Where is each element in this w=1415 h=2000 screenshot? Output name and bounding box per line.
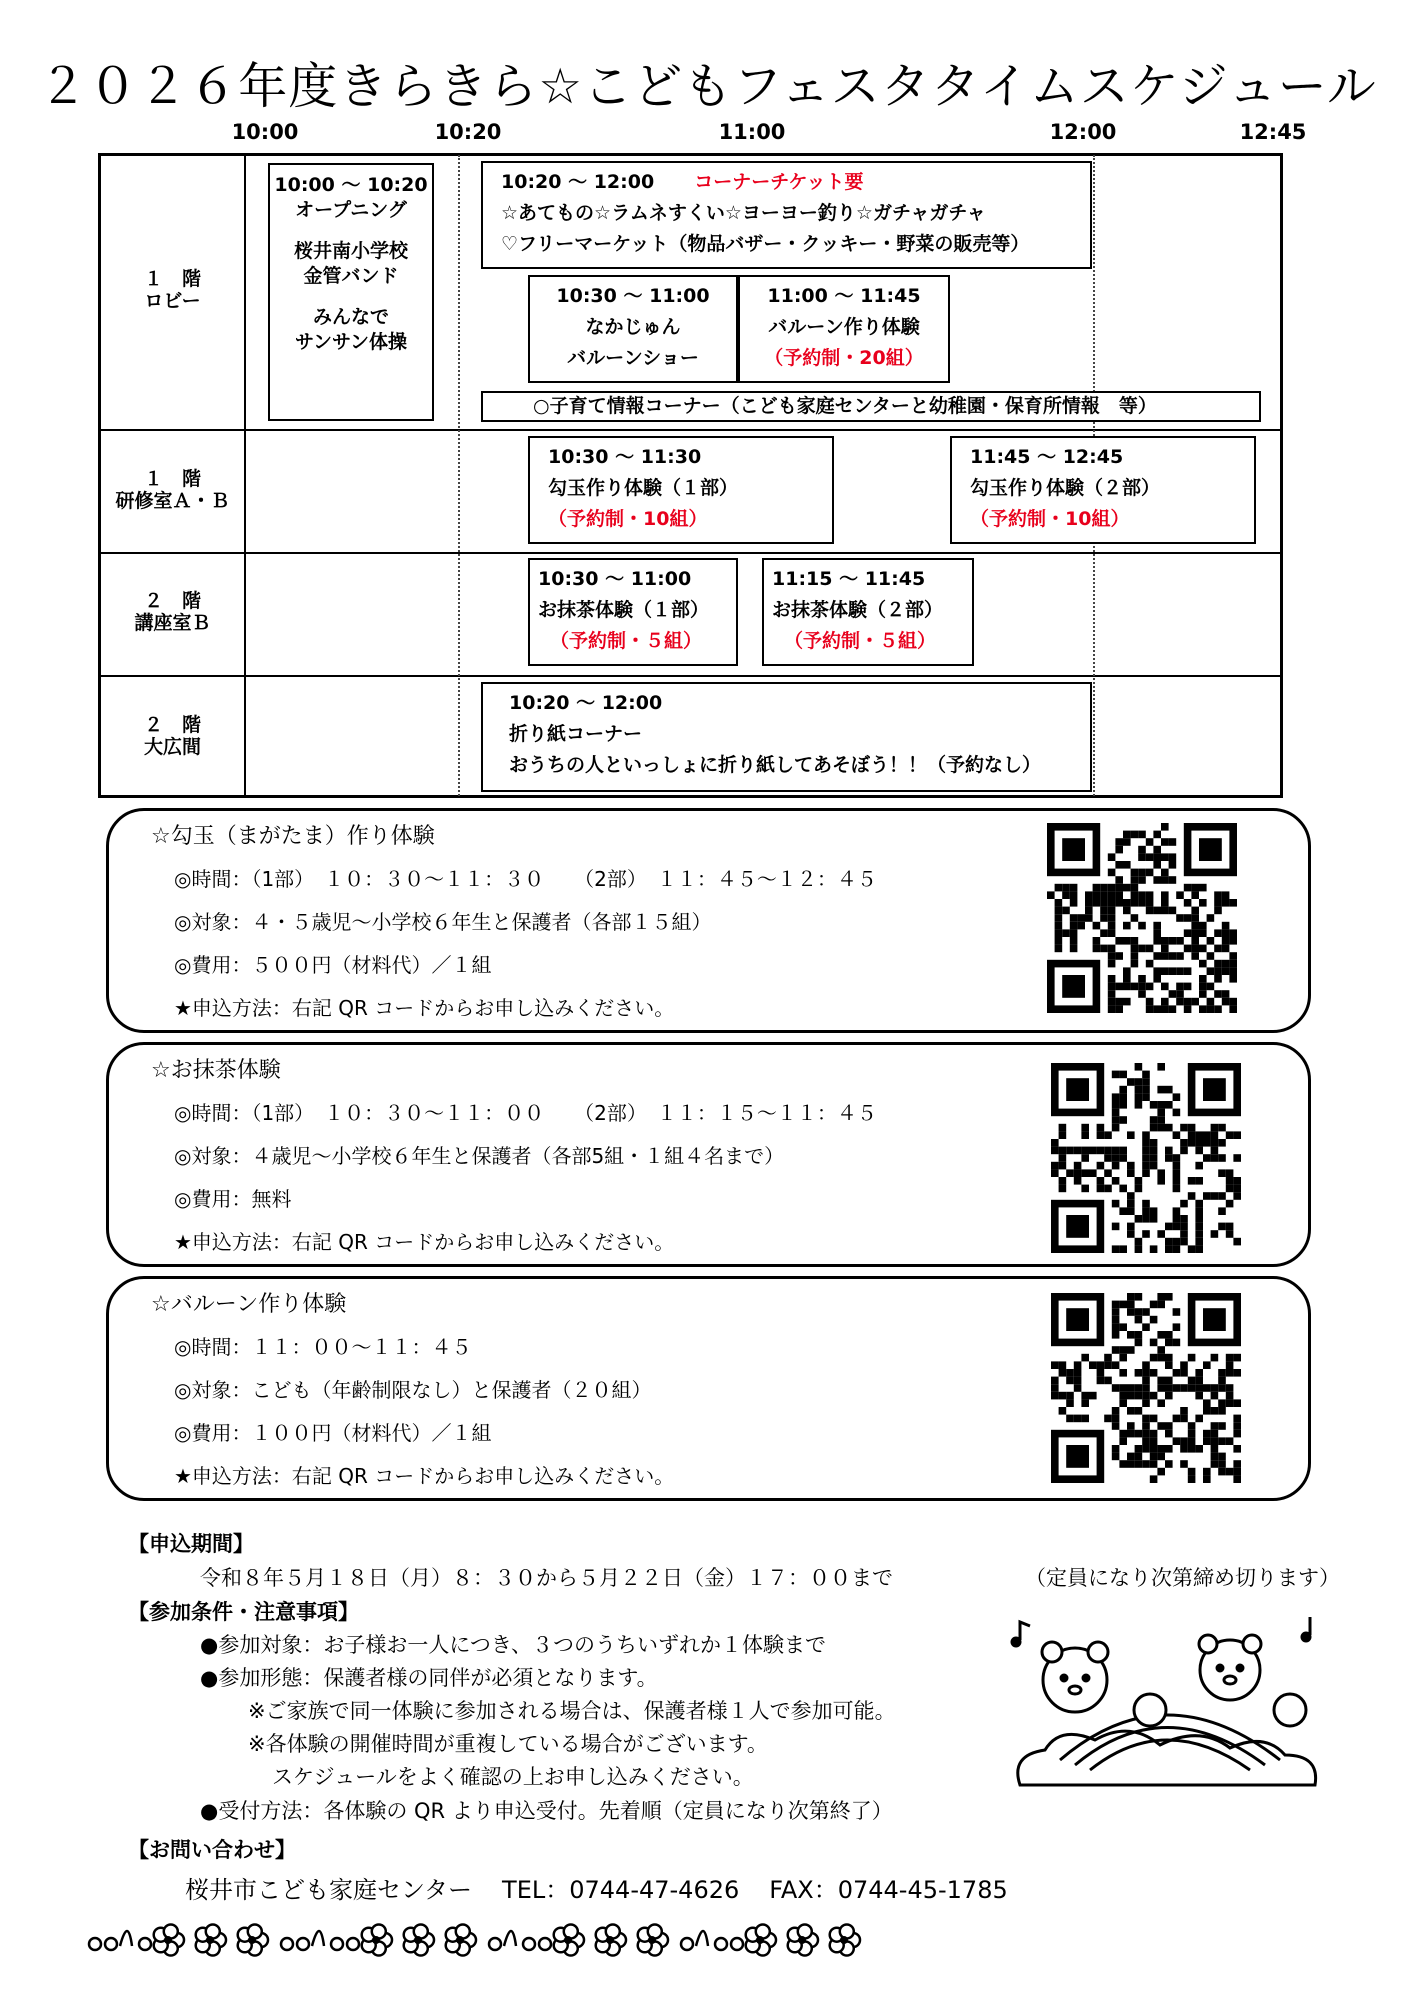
qr-code-icon[interactable] [1047,823,1237,1013]
flower-border-decoration [80,1912,1330,1967]
condition-note: ※各体験の開催時間が重複している場合がございます。 [248,1732,768,1756]
event-note: （予約制・20組） [764,347,924,369]
event-detail: 桜井南小学校 [293,240,408,262]
event-time: 11:15 ～ 11:45 [772,568,926,590]
panel-line: ◎対象：こども（年齢制限なし）と保護者（２０組） [174,1378,652,1402]
grid-row-divider [98,429,1283,431]
conditions-heading: 【参加条件・注意事項】 [128,1600,359,1624]
event-detail: なかじゅん [585,316,681,338]
event-detail: ♡フリーマーケット（物品バザー・クッキー・野菜の販売等） [501,233,1030,255]
event-time: 10:30 ～ 11:30 [548,446,702,468]
event-note: （予約制・10組） [970,508,1130,530]
event-opening [268,163,434,421]
room-floor: １ 階 [143,268,201,290]
panel-balloon [106,1276,1311,1501]
bears-rainbow-illustration [1000,1610,1340,1810]
time-label: 10:20 [434,120,502,144]
panel-line: ◎時間：１１：００～１１：４５ [174,1335,472,1359]
room-label-seminar-ab [100,468,245,512]
room-label-lobby [100,268,245,312]
condition-item: ●参加形態：保護者様の同伴が必須となります。 [200,1666,658,1690]
event-detail: ☆あてもの☆ラムネすくい☆ヨーヨー釣り☆ガチャガチャ [501,202,986,224]
event-detail: お抹茶体験（２部） [772,599,944,621]
panel-matcha [106,1042,1311,1267]
panel-line: ◎時間：（1部） １０：３０～１１：３０ （2部） １１：４５～１２：４５ [174,867,877,891]
time-guide-line [458,155,460,796]
room-floor: ２ 階 [143,590,201,612]
event-corner-ticket [481,161,1092,269]
event-matcha-2 [762,558,974,666]
panel-line: ★申込方法：右記 QR コードからお申し込みください。 [174,1464,675,1488]
event-time: 10:20 ～ 12:00 [501,171,655,193]
grid-row-divider [98,552,1283,554]
time-label: 11:00 [718,120,786,144]
event-magatama-1 [528,436,834,544]
event-time: 10:00 ～ 10:20 [274,174,428,196]
time-label: 10:00 [231,120,299,144]
room-floor: ２ 階 [143,714,201,736]
event-detail: 勾玉作り体験（２部） [970,477,1161,499]
panel-line: ◎費用：５００円（材料代）／１組 [174,953,492,977]
panel-line: ◎費用：１００円（材料代）／１組 [174,1421,492,1445]
event-time: 11:45 ～ 12:45 [970,446,1124,468]
panel-line: ★申込方法：右記 QR コードからお申し込みください。 [174,996,675,1020]
event-balloon-make [738,275,950,383]
condition-note: ※ご家族で同一体験に参加される場合は、保護者様１人で参加可能。 [248,1699,896,1723]
event-origami [481,682,1092,792]
panel-line: ★申込方法：右記 QR コードからお申し込みください。 [174,1230,675,1254]
event-detail: サンサン体操 [294,331,408,353]
room-label-hall [100,714,245,758]
panel-line: ◎対象：４・５歳児～小学校６年生と保護者（各部１５組） [174,910,712,934]
event-magatama-2 [950,436,1256,544]
room-name: 講座室Ｂ [134,612,211,634]
condition-item: ●参加対象：お子様お一人につき、３つのうちいずれか１体験まで [200,1633,827,1657]
event-detail: おうちの人といっしょに折り紙してあそぼう！！（予約なし） [509,754,1042,776]
event-title: オープニング [295,199,407,221]
room-label-lecture-b [100,590,245,634]
period-heading: 【申込期間】 [128,1532,254,1556]
panel-heading: ☆勾玉（まがたま）作り体験 [151,824,435,849]
room-name: 大広間 [143,736,201,758]
event-detail: 勾玉作り体験（１部） [548,477,739,499]
qr-code-icon[interactable] [1051,1293,1241,1483]
event-detail: ○子育て情報コーナー（こども家庭センターと幼稚園・保育所情報 等） [533,395,1157,417]
event-detail: お抹茶体験（１部） [538,599,710,621]
period-text: 令和８年５月１８日（月）８：３０から５月２２日（金）１７：００まで [200,1566,893,1590]
event-detail: バルーン作り体験 [768,316,920,338]
event-time: 10:20 ～ 12:00 [509,692,663,714]
panel-heading: ☆お抹茶体験 [151,1058,281,1083]
event-childcare-info [481,391,1261,422]
panel-magatama [106,808,1311,1033]
contact-fax: FAX：0744-45-1785 [769,1876,1008,1904]
grid-row-divider [98,675,1283,677]
condition-item: ●受付方法：各体験の QR より申込受付。先着順（定員になり次第終了） [200,1799,893,1823]
time-label: 12:00 [1049,120,1117,144]
panel-line: ◎費用：無料 [174,1187,292,1211]
room-name: ロビー [144,290,201,312]
qr-code-icon[interactable] [1051,1063,1241,1253]
event-matcha-1 [528,558,738,666]
event-detail: 金管バンド [303,265,399,287]
event-note: （予約制・５組） [784,630,937,652]
event-detail: 折り紙コーナー [509,723,643,745]
event-note: （予約制・５組） [550,630,703,652]
event-note: コーナーチケット要 [694,171,864,193]
event-time: 10:30 ～ 11:00 [556,285,710,307]
event-detail: みんなで [312,306,389,328]
panel-heading: ☆バルーン作り体験 [151,1292,347,1317]
condition-note: スケジュールをよく確認の上お申し込みください。 [272,1765,754,1789]
contact-org: 桜井市こども家庭センター [185,1876,473,1904]
event-time: 10:30 ～ 11:00 [538,568,692,590]
event-detail: バルーンショー [567,347,699,369]
event-time: 11:00 ～ 11:45 [767,285,921,307]
panel-line: ◎時間：（1部） １０：３０～１１：００ （2部） １１：１５～１１：４５ [174,1101,877,1125]
panel-line: ◎対象：４歳児～小学校６年生と保護者（各部5組・１組４名まで） [174,1144,785,1168]
event-note: （予約制・10組） [548,508,708,530]
contact-tel: TEL：0744-47-4626 [502,1876,740,1904]
room-floor: １ 階 [143,468,201,490]
event-balloon-show [528,275,738,383]
room-name: 研修室Ａ・Ｂ [115,490,230,512]
contact-line [185,1870,1008,1905]
contact-heading: 【お問い合わせ】 [128,1838,296,1862]
period-note: （定員になり次第締め切ります） [1025,1566,1340,1590]
time-label: 12:45 [1239,120,1307,144]
page-title: ２０２６年度きらきら☆こどもフェスタタイムスケジュール [38,58,1377,115]
